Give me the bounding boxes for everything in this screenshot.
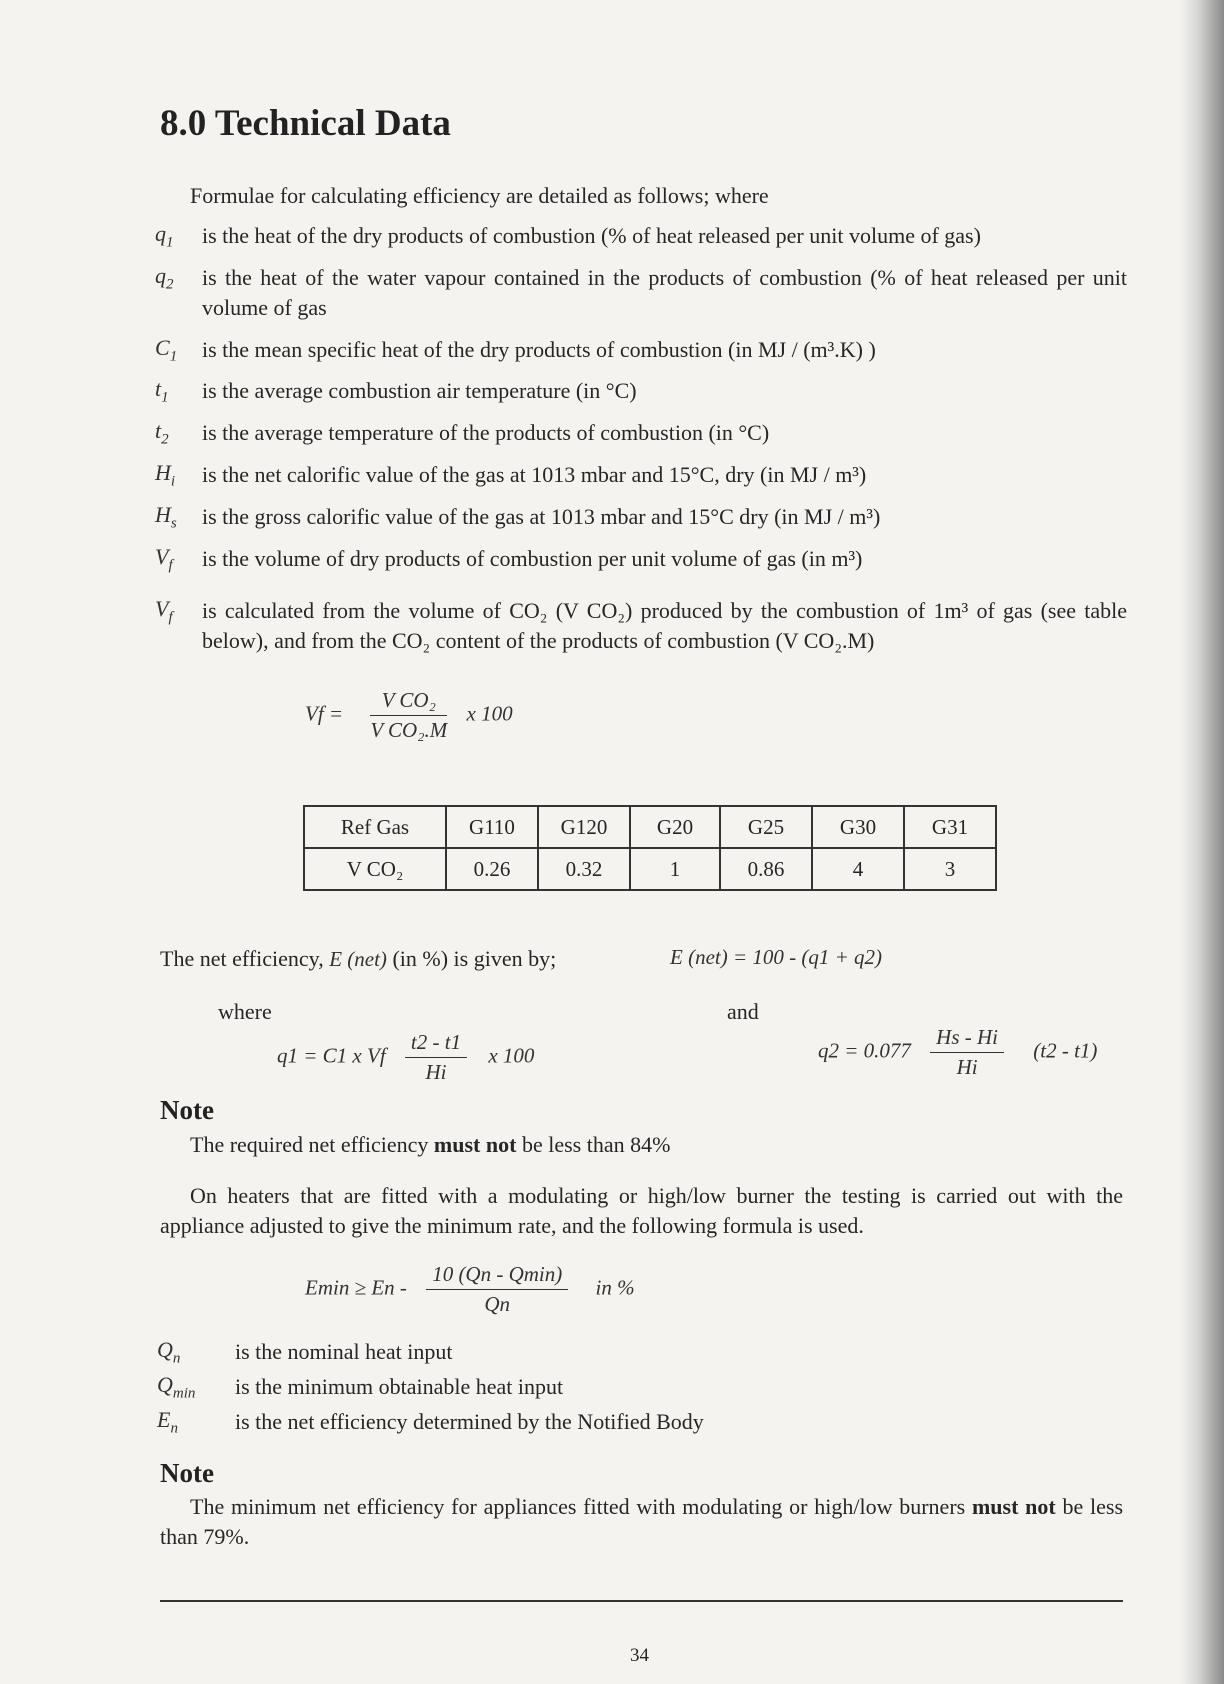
note1-text: The required net efficiency must not be less than 84% bbox=[190, 1132, 671, 1157]
en-definition: $E_n$ is the net efficiency determined by the Notified Body bbox=[157, 1407, 704, 1437]
table-cell: 4 bbox=[812, 848, 904, 890]
table-cell: 0.86 bbox=[720, 848, 812, 890]
table-cell: 3 bbox=[904, 848, 996, 890]
table-cell: Ref Gas bbox=[304, 806, 446, 848]
intro-text: Formulae for calculating efficiency are detailed as follows; where bbox=[190, 183, 769, 208]
table-cell: G110 bbox=[446, 806, 538, 848]
note2-text: The minimum net efficiency for appliances fitted with modulating or high/low burners must not be less than 79%. bbox=[160, 1494, 1123, 1549]
emin-formula: Emin ≥ En - $\frac{10 (Qn - Qmin)}{Qn}$ in % bbox=[305, 1262, 635, 1316]
where-label: where bbox=[218, 999, 272, 1024]
gas-table bbox=[303, 805, 997, 891]
note-heading: Note bbox=[160, 1095, 214, 1125]
page-number: 34 bbox=[630, 1645, 649, 1666]
gas-table-value-row bbox=[304, 848, 996, 890]
table-cell: 0.32 bbox=[538, 848, 630, 890]
table-cell: G31 bbox=[904, 806, 996, 848]
table-cell: 1 bbox=[630, 848, 720, 890]
note-heading: Note bbox=[160, 1458, 214, 1488]
and-label: and bbox=[727, 999, 759, 1024]
qn-definition: $Q_n$ is the nominal heat input bbox=[157, 1337, 453, 1367]
net-efficiency-formula: E (net) = 100 - (q1 + q2) bbox=[670, 945, 883, 969]
table-cell: G25 bbox=[720, 806, 812, 848]
gas-table-header-row bbox=[304, 806, 996, 848]
table-cell: 0.26 bbox=[446, 848, 538, 890]
table-cell: G30 bbox=[812, 806, 904, 848]
table-cell: V CO₂ bbox=[304, 848, 446, 890]
qmin-definition: $Q_{min}$ is the minimum obtainable heat input bbox=[157, 1372, 564, 1402]
q1-formula: q1 = C1 x Vf $\frac{t2 - t1}{Hi}$ x 100 bbox=[277, 1030, 535, 1084]
footer-rule bbox=[160, 1600, 1123, 1602]
vf-formula: Vf = $\frac{\text{V CO₂}}{\text{V CO₂.M}}$ x 100 bbox=[305, 688, 513, 742]
q2-formula: q2 = 0.077 $\frac{Hs - Hi}{Hi}$ (t2 - t1) bbox=[818, 1025, 1098, 1079]
section-title: 8.0 Technical Data bbox=[160, 103, 451, 144]
page-edge-shadow bbox=[1180, 0, 1224, 1684]
net-efficiency-text: The net efficiency, E (net) (in %) is given by; bbox=[160, 946, 557, 971]
table-cell: G20 bbox=[630, 806, 720, 848]
modulating-paragraph: On heaters that are fitted with a modulating or high/low burner the testing is carried out with the appliance adjusted to give the minimum rate, and the following formula is used. bbox=[160, 1183, 1123, 1238]
table-cell: G120 bbox=[538, 806, 630, 848]
